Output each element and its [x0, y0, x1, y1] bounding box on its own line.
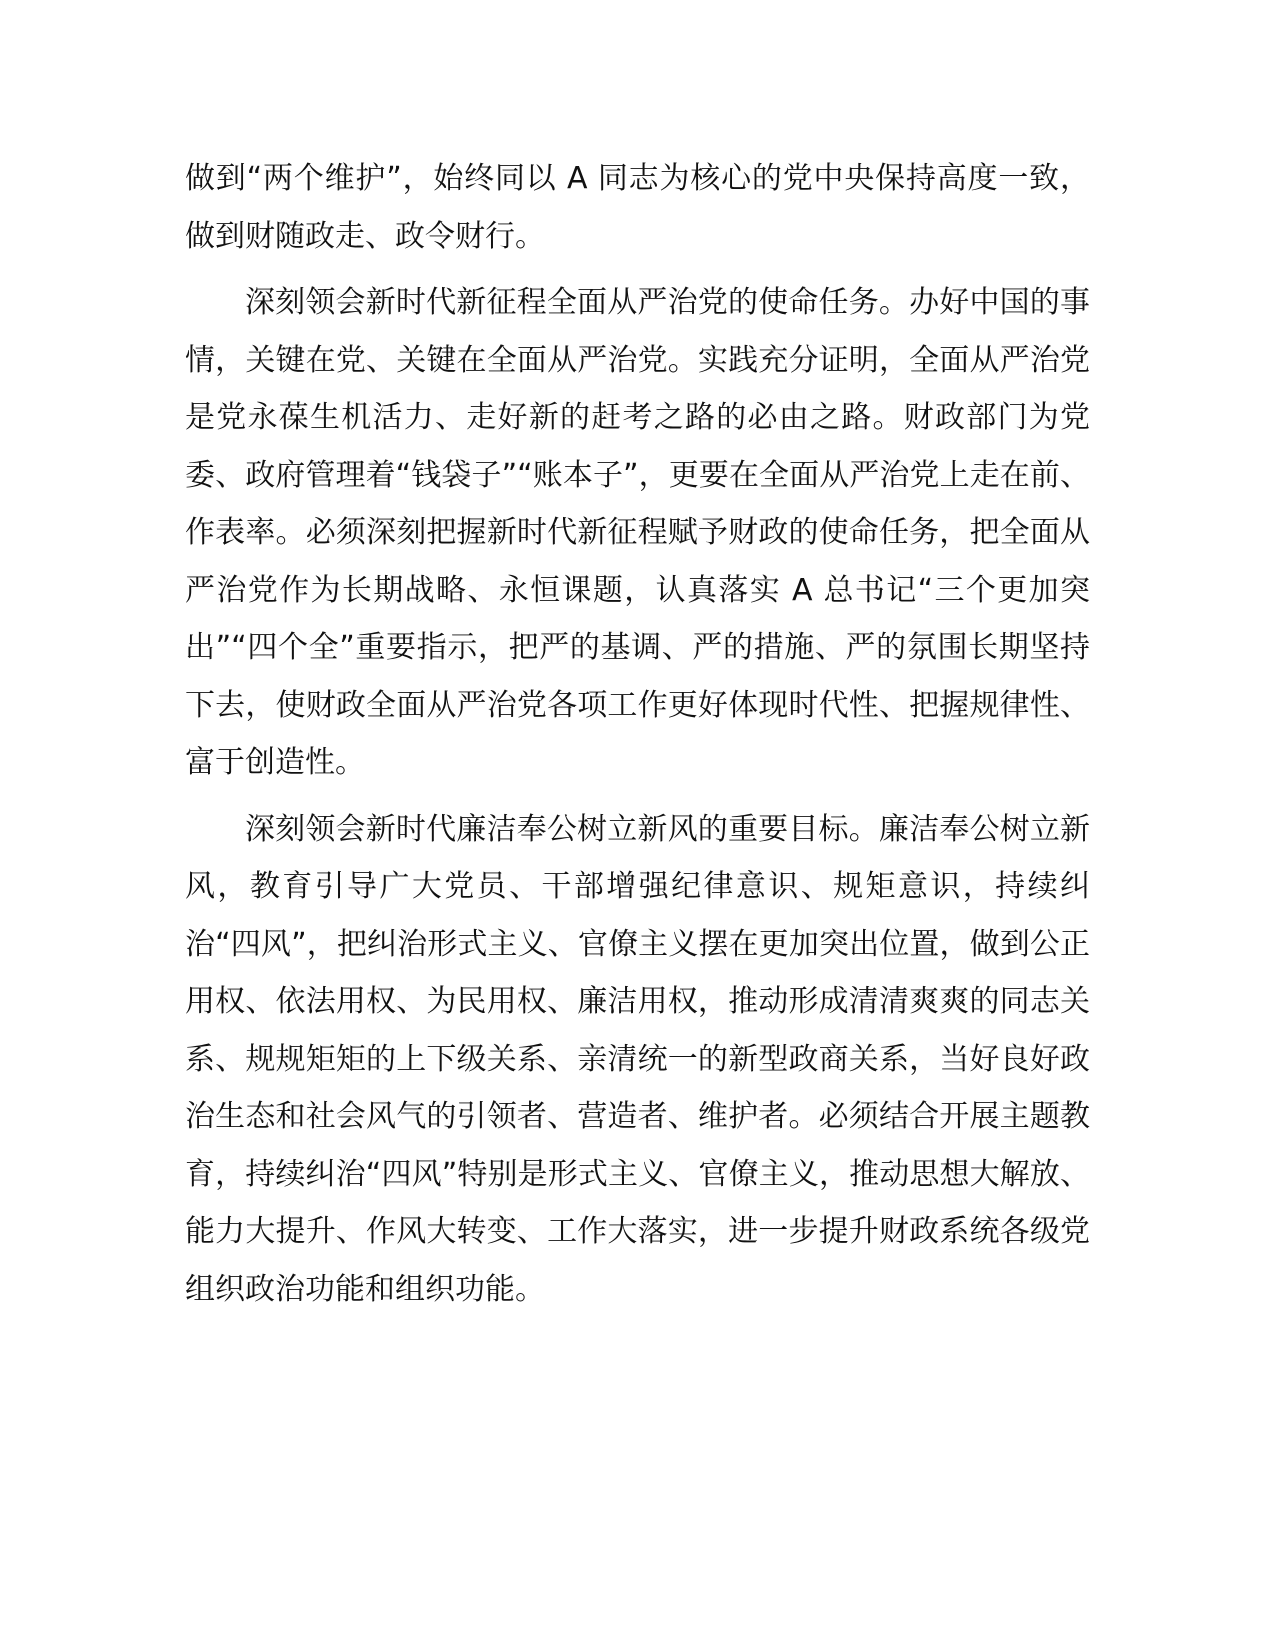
- document-page: [185, 150, 1090, 1318]
- paragraph-continuation: 做到“两个维护”，始终同以 A 同志为核心的党中央保持高度一致，做到财随政走、政令财行。: [185, 161, 1090, 254]
- paragraph-integrity: 深刻领会新时代廉洁奉公树立新风的重要目标。廉洁奉公树立新风，教育引导广大党员、干部增强纪律意识、规矩意识，持续纠治“四风”，把纠治形式主义、官僚主义摆在更加突出位置，做到公正用权、依法用权、为民用权、廉洁用权，推动形成清清爽爽的同志关系、规规矩矩的上下级关系、亲清统一的新型政商关系，当好良好政治生态和社会风气的引领者、营造者、维护者。必须结合开展主题教育，持续纠治“四风”特别是形式主义、官僚主义，推动思想大解放、能力大提升、作风大转变、工作大落实，进一步提升财政系统各级党组织政治功能和组织功能。: [185, 811, 1090, 1307]
- paragraph-party-governance: 深刻领会新时代新征程全面从严治党的使命任务。办好中国的事情，关键在党、关键在全面从严治党。实践充分证明，全面从严治党是党永葆生机活力、走好新的赶考之路的必由之路。财政部门为党委、政府管理着“钱袋子”“账本子”，更要在全面从严治党上走在前、作表率。必须深刻把握新时代新征程赋予财政的使命任务，把全面从严治党作为长期战略、永恒课题，认真落实 A 总书记“三个更加突出”“四个全”重要指示，把严的基调、严的措施、严的氛围长期坚持下去，使财政全面从严治党各项工作更好体现时代性、把握规律性、富于创造性。: [185, 285, 1090, 780]
